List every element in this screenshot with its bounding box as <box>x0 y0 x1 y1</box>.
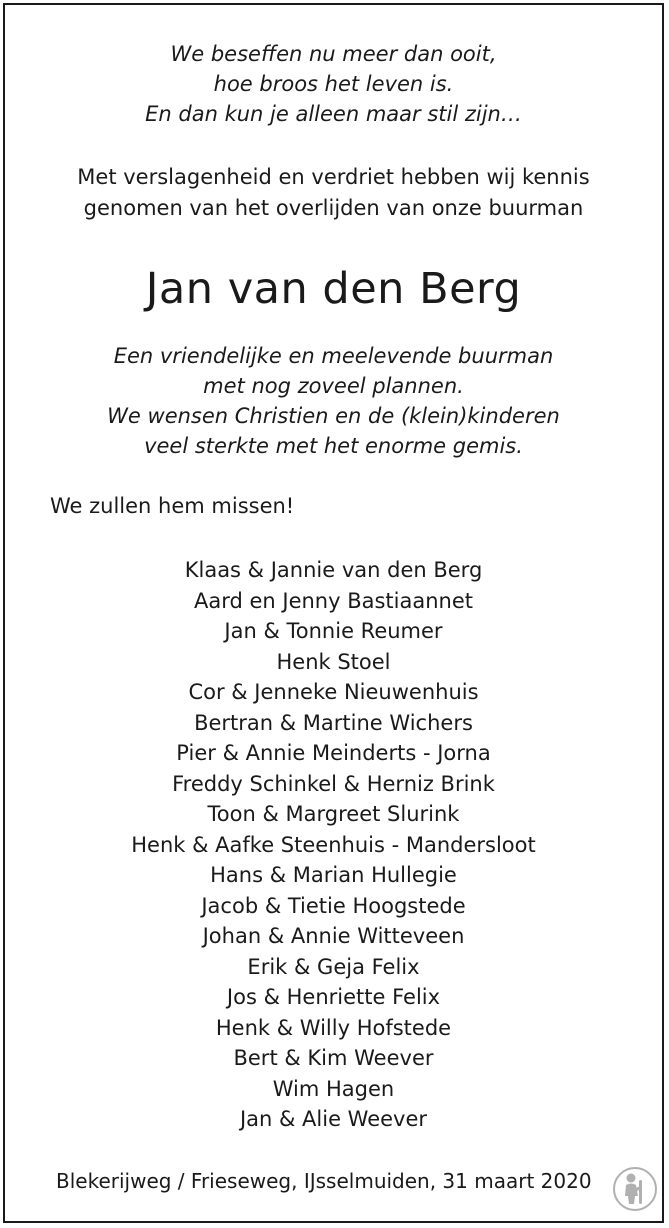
opening-verse <box>5 39 662 129</box>
signatory-item: Wim Hagen <box>272 1076 395 1101</box>
tribute-verse <box>5 341 662 461</box>
signatory-item: Henk & Aafke Steenhuis - Mandersloot <box>131 832 536 857</box>
signatory-item: Bertran & Martine Wichers <box>194 710 473 735</box>
signatory-item: Erik & Geja Felix <box>247 954 420 979</box>
signatory-item: Hans & Marian Hullegie <box>210 863 457 887</box>
verse-line: En dan kun je alleen maar stil zijn… <box>145 102 522 126</box>
verse-line: We wensen Christien en de (klein)kinderen <box>107 404 560 428</box>
signatory-item: Johan & Annie Witteveen <box>202 924 465 948</box>
signatory-item: Cor & Jenneke Nieuwenhuis <box>188 680 479 704</box>
signatory-item: Bert & Kim Weever <box>233 1046 434 1070</box>
obituary-card <box>3 3 664 1223</box>
signatory-item: Toon & Margreet Slurink <box>207 802 460 826</box>
verse-line: veel sterkte met het enorme gemis. <box>144 434 523 458</box>
verse-line: hoe broos het leven is. <box>213 72 454 96</box>
verse-line: We beseffen nu meer dan ooit, <box>170 42 497 66</box>
signatory-item: Jacob & Tietie Hoogstede <box>201 893 466 918</box>
signatory-item: Jan & Tonnie Reumer <box>224 619 443 643</box>
person-emblem-icon <box>612 1166 658 1212</box>
deceased-name: Jan van den Berg <box>145 264 522 314</box>
signatory-item: Freddy Schinkel & Herniz Brink <box>172 771 495 796</box>
signatory-list <box>5 555 662 1135</box>
signatory-item: Jos & Henriette Felix <box>226 985 441 1009</box>
signatory-item: Henk Stoel <box>276 649 391 674</box>
signatory-item: Klaas & Jannie van den Berg <box>184 558 483 582</box>
announcement-line: genomen van het overlijden van onze buurman <box>83 196 584 220</box>
announcement-text <box>5 162 662 224</box>
announcement-line: Met verslagenheid en verdriet hebben wij kennis <box>77 165 590 189</box>
signatory-item: Aard en Jenny Bastiaannet <box>193 588 474 613</box>
closing-line: We zullen hem missen! <box>50 494 295 518</box>
signatory-item: Jan & Alie Weever <box>239 1107 428 1131</box>
verse-line: Een vriendelijke en meelevende buurman <box>113 344 554 368</box>
signatory-item: Pier & Annie Meinderts - Jorna <box>176 741 491 765</box>
location-date-line: Blekerijweg / Frieseweg, IJsselmuiden, 31 maart 2020 <box>56 1169 592 1193</box>
verse-line: met nog zoveel plannen. <box>203 374 464 398</box>
signatory-item: Henk & Willy Hofstede <box>215 1015 452 1040</box>
